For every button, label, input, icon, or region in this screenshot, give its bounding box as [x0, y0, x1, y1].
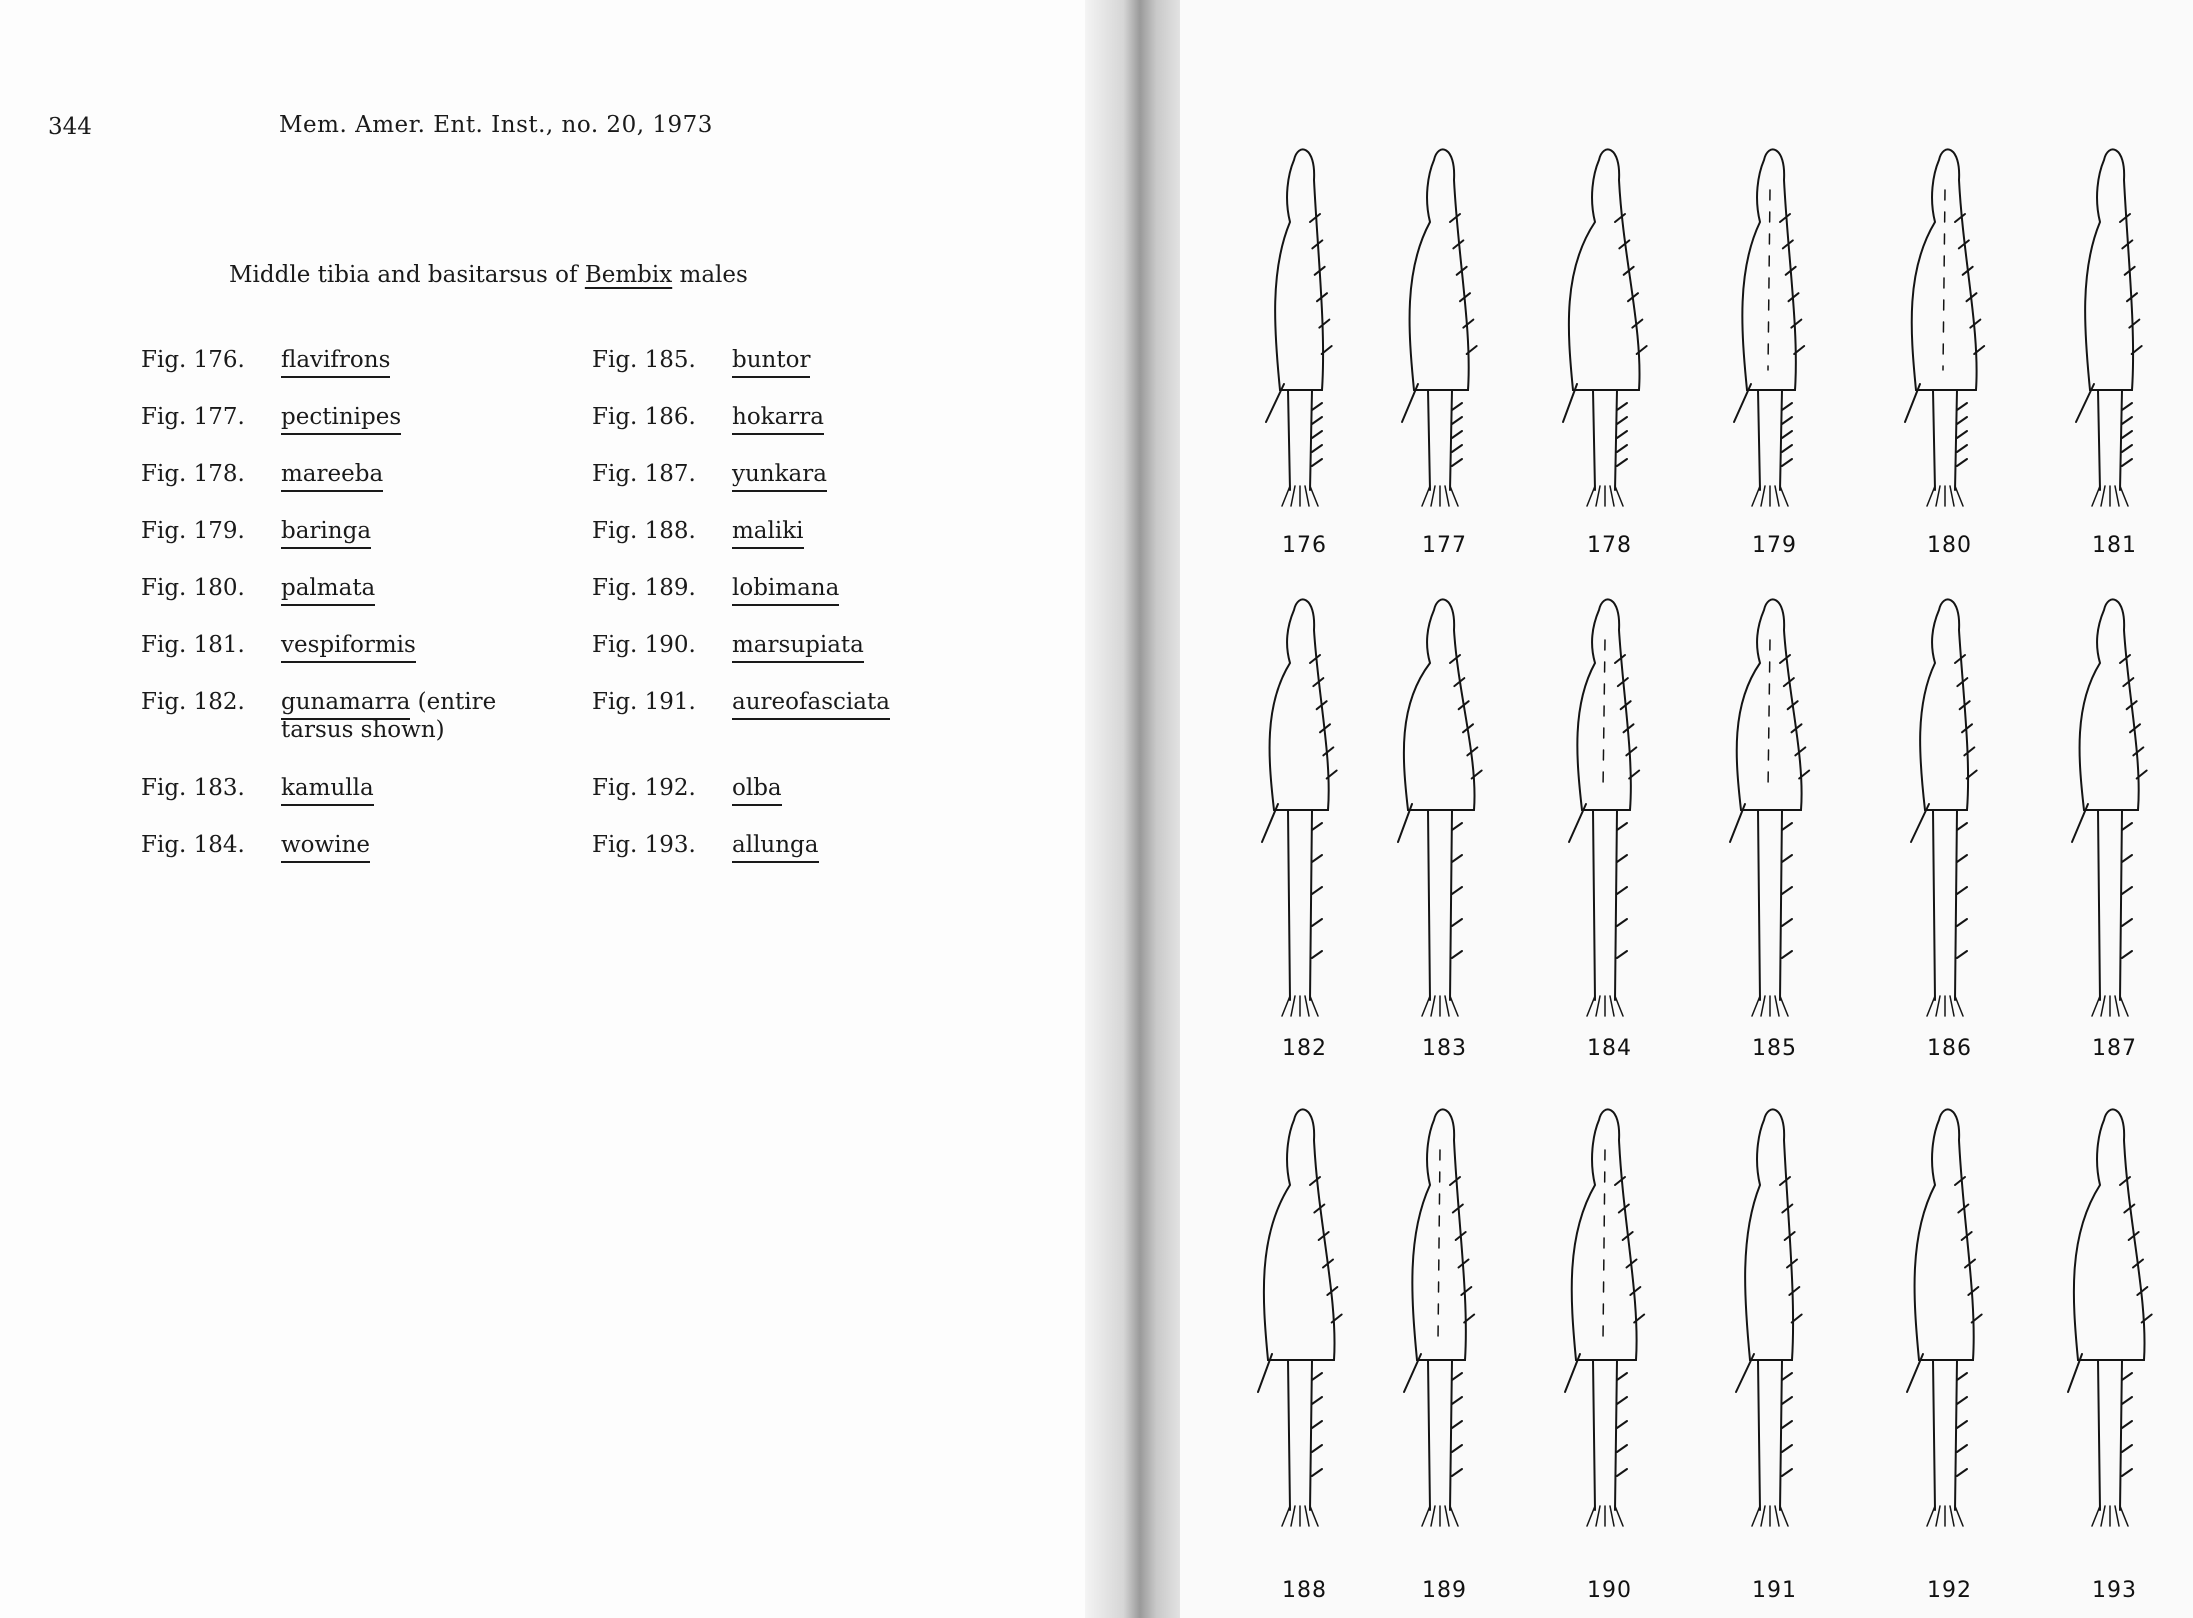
- legend-item: [141, 461, 383, 492]
- book-gutter-shadow: [1085, 0, 1195, 1618]
- figure-number: 183: [1422, 1036, 1467, 1061]
- species-name: wowine: [281, 832, 370, 863]
- figure-number: 180: [1927, 533, 1972, 558]
- figure-number: 179: [1752, 533, 1797, 558]
- figure-number: 190: [1587, 1578, 1632, 1603]
- plate-caption: [229, 262, 748, 288]
- figure-number: 189: [1422, 1578, 1467, 1603]
- species-name: baringa: [281, 518, 371, 549]
- legend-item: [592, 518, 804, 549]
- species-name: maliki: [732, 518, 804, 549]
- species-note: (entire: [417, 689, 497, 715]
- figure-label: Fig. 183.: [141, 775, 245, 801]
- figure-label: Fig. 189.: [592, 575, 696, 601]
- legend-item: [141, 832, 370, 863]
- species-name: hokarra: [732, 404, 824, 435]
- figure-label: Fig. 187.: [592, 461, 696, 487]
- species-name: aureofasciata: [732, 689, 890, 720]
- legend-item: [141, 575, 375, 606]
- figure-number: 186: [1927, 1036, 1972, 1061]
- species-name: vespiformis: [281, 632, 416, 663]
- species-name: lobimana: [732, 575, 839, 606]
- caption-genus: Bembix: [584, 262, 673, 288]
- legend-item: [141, 689, 497, 743]
- figure-label: Fig. 184.: [141, 832, 245, 858]
- legend-item: [141, 775, 374, 806]
- legend-item: [592, 775, 782, 806]
- figure-label: Fig. 185.: [592, 347, 696, 373]
- legend-item: [592, 347, 810, 378]
- species-name: gunamarra: [281, 689, 410, 720]
- figure-label: Fig. 176.: [141, 347, 245, 373]
- species-name: buntor: [732, 347, 810, 378]
- species-name: mareeba: [281, 461, 383, 492]
- legend-item: [141, 518, 371, 549]
- figure-label: Fig. 190.: [592, 632, 696, 658]
- figure-label: Fig. 186.: [592, 404, 696, 430]
- species-name: allunga: [732, 832, 819, 863]
- species-name: flavifrons: [281, 347, 390, 378]
- species-name: pectinipes: [281, 404, 401, 435]
- figure-label: Fig. 177.: [141, 404, 245, 430]
- legend-item: [141, 404, 401, 435]
- species-note-continued: tarsus shown): [281, 717, 445, 743]
- figure-number: 181: [2092, 533, 2137, 558]
- species-name: kamulla: [281, 775, 374, 806]
- figure-number: 184: [1587, 1036, 1632, 1061]
- legend-item: [592, 632, 864, 663]
- figure-number: 192: [1927, 1578, 1972, 1603]
- caption-suffix: males: [679, 262, 748, 288]
- figure-label: Fig. 178.: [141, 461, 245, 487]
- figure-number: 193: [2092, 1578, 2137, 1603]
- figure-label: Fig. 192.: [592, 775, 696, 801]
- species-name: yunkara: [732, 461, 827, 492]
- figure-number: 176: [1282, 533, 1327, 558]
- right-page: [1180, 0, 2193, 1618]
- legend-item: [141, 632, 416, 663]
- legend-item: [141, 347, 390, 378]
- figure-number: 185: [1752, 1036, 1797, 1061]
- figure-number: 177: [1422, 533, 1467, 558]
- figure-label: Fig. 181.: [141, 632, 245, 658]
- running-head: Mem. Amer. Ent. Inst., no. 20, 1973: [279, 112, 713, 138]
- legend-item: [592, 689, 890, 720]
- species-name: olba: [732, 775, 782, 806]
- species-name: palmata: [281, 575, 375, 606]
- legend-item: [592, 461, 827, 492]
- figure-label: Fig. 180.: [141, 575, 245, 601]
- legend-item: [592, 832, 819, 863]
- figure-label: Fig. 188.: [592, 518, 696, 544]
- page-number: 344: [48, 114, 92, 140]
- figure-label: Fig. 193.: [592, 832, 696, 858]
- legend-item: [592, 404, 824, 435]
- caption-prefix: Middle tibia and basitarsus of: [229, 262, 578, 288]
- figure-label: Fig. 191.: [592, 689, 696, 715]
- figure-label: Fig. 179.: [141, 518, 245, 544]
- figure-number: 188: [1282, 1578, 1327, 1603]
- figure-label: Fig. 182.: [141, 689, 245, 715]
- legend-item: [592, 575, 839, 606]
- figure-number: 178: [1587, 533, 1632, 558]
- figure-number: 187: [2092, 1036, 2137, 1061]
- species-name: marsupiata: [732, 632, 864, 663]
- figure-number: 182: [1282, 1036, 1327, 1061]
- figure-number: 191: [1752, 1578, 1797, 1603]
